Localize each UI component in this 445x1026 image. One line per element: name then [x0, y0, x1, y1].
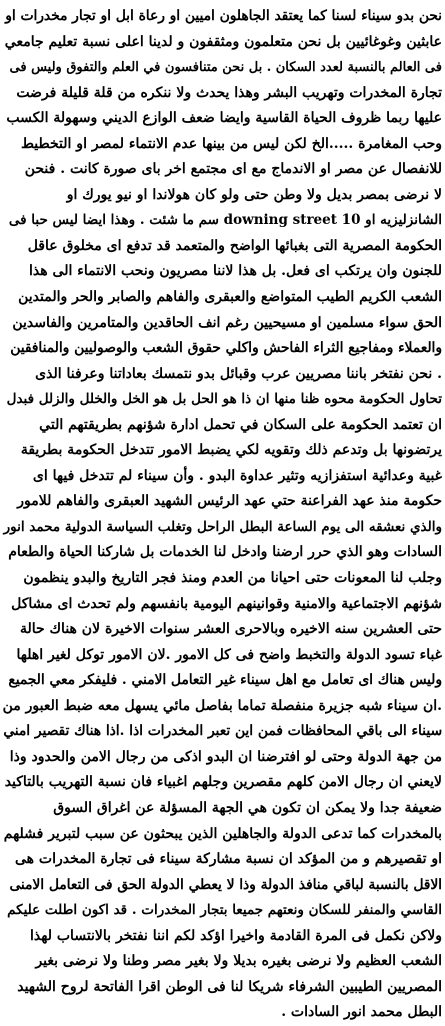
text-line: حكومة منذ عهد الفراعنة حتي عهد الرئيس الشهيد العبقرى والفاهم للامور [17, 493, 442, 510]
text-line: فى العالم بالنسبة لعدد السكان . بل نحن متنافسون في العلم والتفوق وليس فى [9, 60, 442, 76]
text-line: وجلب لنا المعونات حتى احيانا من العدم ومنذ فجر التاريخ والبدو ينظمون [23, 570, 442, 587]
text-line: نحن بدو سيناء لسنا كما يعتقد الجاهلون اميين او رعاة ابل او تجار مخدرات او [5, 8, 442, 24]
text-line: للانفصال عن مصر او الاندماج مع اى مجتمع اخر باى صورة كانت . فنحن [24, 161, 442, 178]
text-line: ولاكن نكمل فى المرة القادمة واخيرا اؤكد لكم اننا نفتخر بالانتساب لهذا [30, 927, 442, 944]
text-line: للجنون وان يرتكب اى فعل. بل هذا لاننا مصريون ونحب الانتماء الى هذا [29, 263, 442, 280]
text-line: وحب المغامرة .....الخ لكن ليس من بينها عدم الانتماء لمصر او التخطيط [21, 135, 442, 152]
text-line: الشعب الكريم الطيب المتواضع والعبقرى والفاهم والصابر والحر والمتدين [18, 289, 442, 306]
text-line: يرتضونها بل وتدعم ذلك وتقويه لكي يضبط الامور تتدخل الحكومة بطريقة [20, 442, 442, 459]
text-line: ان تعتمد الحكومة على السكان في تحمل ادارة شؤنهم بطريقتهم التي [39, 416, 442, 433]
text-line: غباء تسود الدولة والتخبط واضح فى كل الامور .لان الامور توكل لغير اهلها [16, 646, 442, 663]
text-line: بالمخدرات كما تدعى الدولة والجاهلين الذين يبحثون عن سبب لتبرير فشلهم [3, 825, 442, 842]
text-line: تحاول الحكومة محوه ظنا منها ان ذا هو الحل بل هو الخل والخلل والزلل فبدل [6, 391, 442, 408]
text-line: الشانزليزيه او 10 downing street سم ما شئت . وهذا ايضا ليس حبا فى [8, 212, 442, 229]
text-line: غبية وعدائية استفزازيه وتثير عداوة البدو . وأن سيناء لم تتدخل فيها اى [32, 467, 442, 484]
text-line: والعملاء ومفاجيع الثراء الفاحش واكلي حقوق الشعب والوصوليين والمنافقين [10, 340, 442, 357]
text-line: ضعيفة جدا ولا يمكن ان تكون هي الجهة المسؤلة عن اغراق السوق [53, 799, 442, 816]
text-line: لا نرضى بمصر بديل ولا وطن حتى ولو كان هولاندا او نيو يورك او [66, 186, 442, 203]
text-line: عابثين وغوغائيين بل نحن متعلمون ومثقفون و لدينا اعلى نسبة تعليم جامعي [4, 33, 442, 50]
text-line: السادات وهو الذي حرر ارضنا وادخل لنا الخدمات بل شاركنا الحياة والطعام [8, 544, 442, 561]
text-line: .ان سيناء شبه جزيرة منفصلة تماما بفاصل مائي يسهل معه ضبط العبور من [2, 697, 442, 714]
text-line: الحكومة المصرية التى بغبائها الواضح والمتعمد قد تدفع اى مخلوق عاقل [27, 237, 442, 254]
text-line: او تقصيرهم و من المؤكد ان نسبة مشاركة سيناء فى تجارة المخدرات هى [15, 851, 442, 868]
text-line: لايعني ان رجال الامن كلهم مقصرين وجلهم اغبياء فان نسبة التهريب بالتاكيد [4, 774, 442, 791]
text-line: والذي نعشقه الى يوم الساعة البطل الراحل وتغلب السياسة الدولية محمد انور [3, 518, 442, 535]
text-line: . نحن نفتخر باننا مصريين عرب وقبائل بدو نتمسك بعاداتنا وعرفنا الذى [35, 365, 442, 382]
text-line: سيناء الى باقي المحافظات فمن اين تعبر المخدرات اذا .اذا هناك تقصير امني [3, 723, 442, 740]
text-line: حتى العشرين سنه الاخيره وبالاحرى العشر سنوات الاخيرة لان هناك حالة [19, 621, 442, 638]
text-line: القاسي والمنفر للسكان ونعتهم جميعا بتجار المخدرات . قد اكون اطلت عليكم [7, 902, 442, 919]
article-body [3, 4, 442, 1026]
text-line: تجارة المخدرات وتهريب البشر وهذا يحدث ولا ننكره من قلة قليلة فرضت [16, 84, 442, 101]
text-line: من جهة الدولة وحتى لو افترضنا ان البدو اذكى من رجال الامن والحدود وذا [9, 748, 442, 765]
text-line: الشعب العظيم ولا نرضى بغيره بديلا ولا بغير مصر وطنا ولا نرضى بغير [35, 953, 442, 970]
text-line: البطل محمد انور السادات . [281, 1004, 442, 1021]
text-line: الاقل بالنسبة لباقي منافذ الدولة وذا لا يعطي الدولة الحق فى التعامل الامنى [9, 876, 442, 893]
text-line: المصريين الطيبين الشرفاء شريكا لنا فى الوطن اقرا الفاتحة لروح الشهيد [17, 978, 442, 995]
text-line: عليها ربما ظروف الحياة القاسية وايضا ضعف الوازع الديني وسهولة الكسب [6, 110, 442, 127]
text-line: وليس هناك اى تعامل مع اهل سيناء غير التعامل الامني . فليفكر معي الجميع [8, 672, 442, 689]
text-line: شؤنهم الاجتماعية والامنية وقوانينهم اليومية بانفسهم ولم تحدث اى مشاكل [11, 595, 442, 612]
text-line: الحق سواء مسلمين او مسيحيين رغم انف الحاقدين والمتامرين والفاسدين [12, 314, 442, 331]
